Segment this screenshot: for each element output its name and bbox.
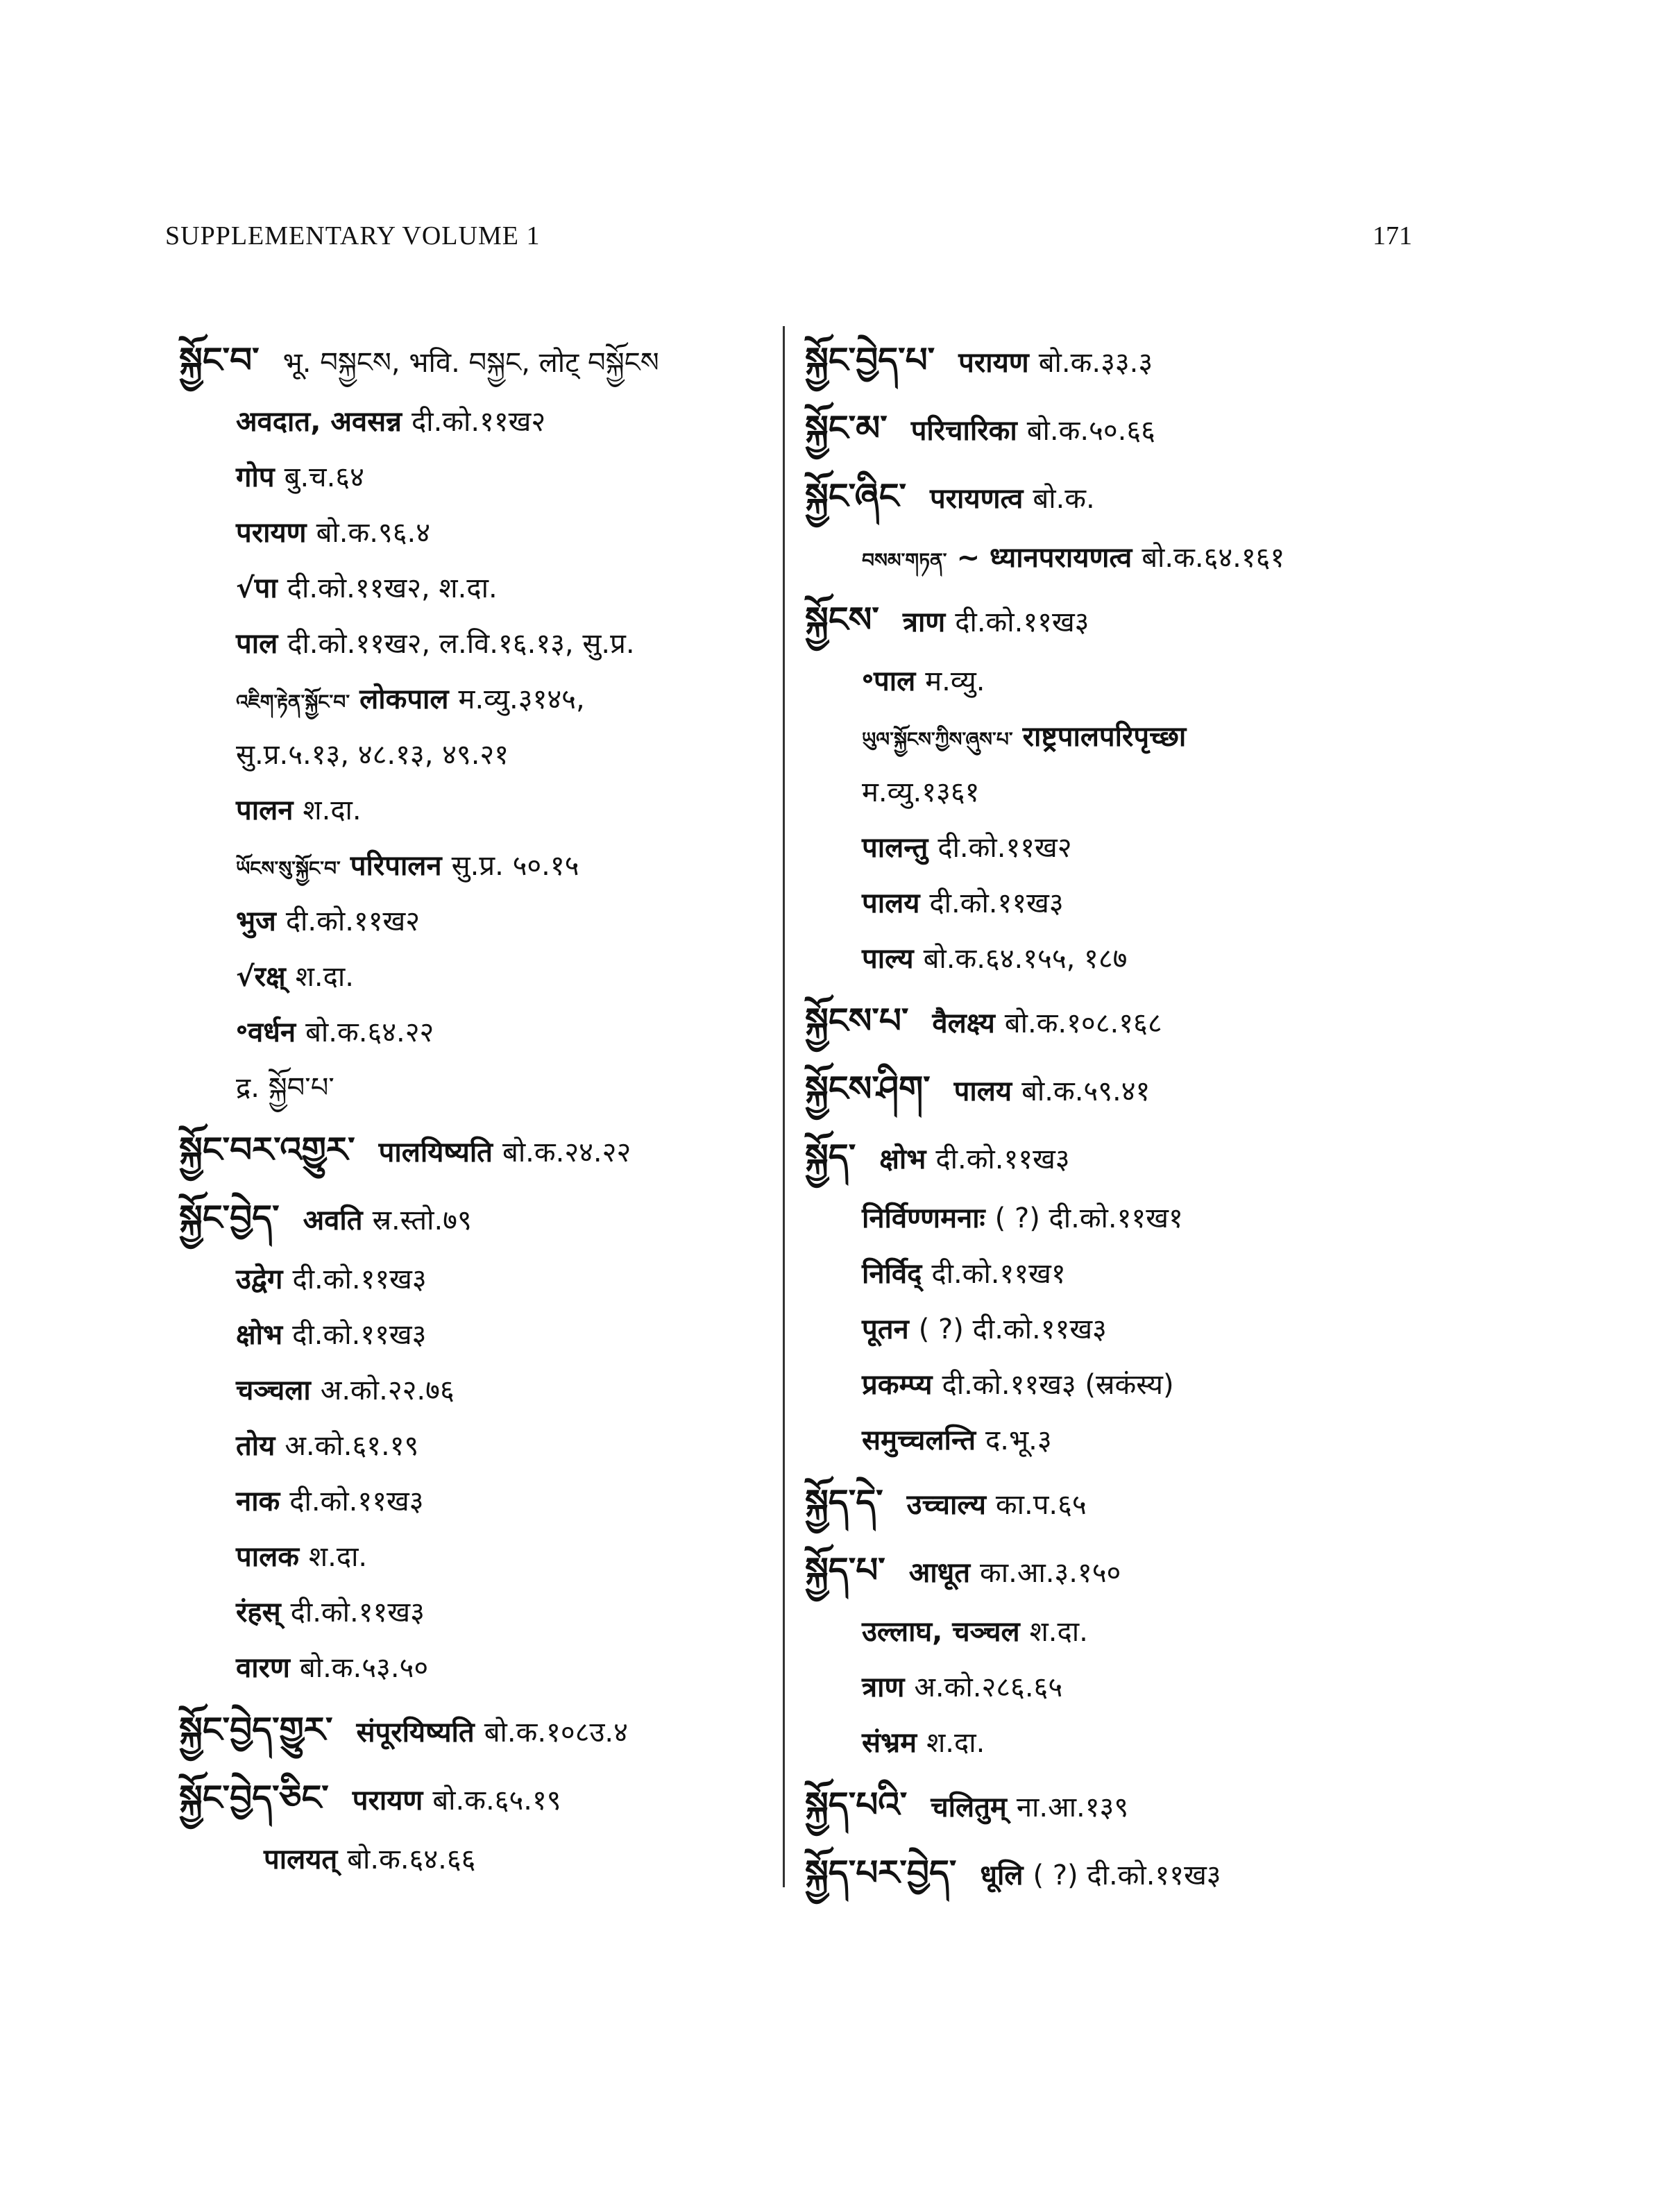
source-reference: बो.क.६४.२२	[305, 1016, 434, 1048]
source-reference: दी.को.११ख३	[929, 887, 1064, 919]
sanskrit-equivalent: आधूत	[908, 1557, 971, 1589]
dictionary-entry	[805, 1357, 1429, 1413]
dictionary-entry	[179, 672, 776, 727]
source-reference: दी.को.११ख३	[935, 1143, 1070, 1175]
dictionary-entry	[805, 1246, 1429, 1302]
dictionary-entry	[805, 1191, 1429, 1246]
source-reference: बो.क.६४.१६१	[1142, 542, 1285, 574]
sanskrit-equivalent: ॰पाल	[862, 665, 916, 697]
tibetan-headword: སྐྱོད་པའི་	[805, 1785, 908, 1825]
sanskrit-equivalent: परायण	[352, 1785, 423, 1817]
dictionary-entry	[805, 1413, 1429, 1468]
source-reference: दी.को.११ख२	[285, 905, 421, 937]
tibetan-headword: སྐྱོངས་	[805, 599, 879, 640]
sanskrit-equivalent: पालक	[236, 1541, 299, 1573]
dictionary-entry	[805, 709, 1429, 765]
dictionary-entry	[179, 1116, 776, 1184]
sanskrit-equivalent: संपूरयिष्यति	[356, 1717, 475, 1749]
tibetan-headword: སྐྱོང་བྱེད་ཅིང་	[179, 1778, 329, 1818]
sanskrit-equivalent: नाक	[236, 1486, 280, 1517]
source-reference: बो.क.५०.६६	[1026, 415, 1155, 447]
sanskrit-equivalent: उच्चाल्य	[906, 1489, 986, 1521]
dictionary-entry	[179, 949, 776, 1005]
tibetan-headword: སྐྱོང་མ་	[805, 408, 888, 448]
source-reference: अ.को.२२.७६	[320, 1375, 455, 1406]
dictionary-entry	[179, 1696, 776, 1764]
sanskrit-equivalent: धूलि	[980, 1860, 1024, 1891]
sanskrit-equivalent: परायणत्व	[929, 483, 1024, 515]
dictionary-entry	[805, 326, 1429, 394]
dictionary-entry	[805, 820, 1429, 876]
source-reference: सु.प्र.५.१३, ४८.१३, ४९.२१	[236, 739, 509, 771]
tibetan-headword: སྐྱོད་པ་	[805, 1550, 885, 1590]
source-reference: का.आ.३.१५०	[980, 1557, 1121, 1589]
dictionary-entry	[805, 1468, 1429, 1536]
sanskrit-equivalent: √पा	[236, 572, 278, 604]
source-reference: दी.को.११ख३	[292, 1319, 427, 1351]
source-reference: का.प.६५	[995, 1489, 1087, 1521]
sanskrit-equivalent: उद्वेग	[236, 1264, 283, 1295]
dictionary-entry	[805, 1715, 1429, 1771]
dictionary-entry	[179, 1474, 776, 1529]
source-reference: ना.आ.१३९	[1016, 1792, 1129, 1823]
dictionary-entry	[805, 394, 1429, 462]
tibetan-headword: སྐྱོང་བྱེད་གྱུར་	[179, 1710, 333, 1750]
sanskrit-equivalent: भुज	[236, 905, 276, 937]
sanskrit-equivalent: उल्लाघ, चञ्चल	[862, 1616, 1020, 1648]
sanskrit-equivalent: पालन्तु	[862, 832, 928, 864]
source-reference: अ.को.६१.१९	[285, 1430, 419, 1462]
dictionary-entry	[179, 1585, 776, 1640]
dictionary-entry	[805, 654, 1429, 709]
tibetan-headword: སྐྱོང་ཞིང་	[805, 476, 906, 516]
sanskrit-equivalent: पालय	[953, 1075, 1012, 1107]
dictionary-entry	[179, 783, 776, 838]
sanskrit-equivalent: चञ्चला	[236, 1375, 311, 1406]
tibetan-headword: སྐྱོད་	[805, 1137, 856, 1177]
sanskrit-equivalent: त्राण	[862, 1671, 905, 1703]
sanskrit-equivalent: ॰वर्धन	[236, 1016, 296, 1048]
sanskrit-equivalent: अवति	[303, 1205, 363, 1236]
source-reference: बो.क.	[1033, 483, 1095, 515]
dictionary-entry	[805, 586, 1429, 654]
dictionary-entry	[805, 987, 1429, 1055]
sanskrit-equivalent: चलितुम्	[931, 1792, 1007, 1823]
source-reference: दी.को.११ख३	[955, 606, 1089, 638]
sanskrit-equivalent: ~ ध्यानपरायणत्व	[956, 542, 1132, 574]
source-reference: बो.क.६५.१९	[432, 1785, 561, 1817]
dictionary-entry	[805, 1839, 1429, 1907]
dictionary-entry	[179, 894, 776, 949]
dictionary-entry	[179, 1184, 776, 1252]
source-reference: द्र. སྐྱོབ་པ་	[236, 1072, 334, 1104]
sanskrit-equivalent: पाल्य	[862, 943, 914, 975]
tibetan-headword: སྐྱོངས་ཤིག་	[805, 1069, 931, 1109]
dictionary-entry	[179, 1005, 776, 1060]
dictionary-entry	[179, 1252, 776, 1307]
sanskrit-equivalent: गोप	[236, 461, 275, 493]
source-reference: बो.क.६४.१५५, १८७	[923, 943, 1128, 975]
source-reference: सु.प्र. ५०.१५	[451, 850, 579, 882]
sanskrit-equivalent: परायण	[236, 517, 307, 549]
source-reference: बो.क.५३.५०	[299, 1652, 429, 1684]
sanskrit-equivalent: पालयिष्यति	[378, 1137, 493, 1168]
tibetan-headword: སྐྱོང་བར་འགྱུར་	[179, 1130, 355, 1170]
sanskrit-equivalent: क्षोभ	[879, 1143, 926, 1175]
dictionary-entry	[179, 1418, 776, 1474]
dictionary-entry	[805, 462, 1429, 530]
dictionary-entry	[805, 1660, 1429, 1715]
dictionary-entry	[179, 326, 776, 394]
sanskrit-equivalent: पालयत्	[264, 1844, 338, 1875]
source-reference: बो.क.६४.६६	[347, 1844, 476, 1875]
dictionary-entry	[179, 450, 776, 505]
source-reference: बु.च.६४	[284, 461, 364, 493]
sanskrit-equivalent: तोय	[236, 1430, 275, 1462]
tibetan-subentry: འཇིག་རྟེན་སྐྱོང་བ་	[236, 690, 350, 713]
source-reference: श.दा.	[295, 961, 354, 993]
dictionary-entry	[179, 1764, 776, 1832]
tibetan-headword: སྐྱོངས་པ་	[805, 1001, 909, 1041]
tibetan-subentry: ཡུལ་སྐྱོངས་ཀྱིས་ཞུས་པ་	[862, 728, 1013, 751]
dictionary-entry	[179, 1363, 776, 1418]
source-reference: बो.क.९६.४	[316, 517, 431, 549]
sanskrit-equivalent: वारण	[236, 1652, 290, 1684]
sanskrit-equivalent: प्रकम्प्य	[862, 1369, 933, 1401]
dictionary-entry	[805, 1604, 1429, 1660]
source-reference: दी.को.११ख२, श.दा.	[287, 572, 498, 604]
source-reference: श.दा.	[308, 1541, 368, 1573]
sanskrit-equivalent: लोकपाल	[359, 683, 449, 715]
source-reference: दी.को.११ख१	[931, 1258, 1066, 1290]
dictionary-entry	[179, 1060, 776, 1116]
dictionary-entry	[805, 1123, 1429, 1191]
dictionary-entry	[805, 1771, 1429, 1839]
dictionary-entry	[179, 1307, 776, 1363]
running-title: SUPPLEMENTARY VOLUME 1	[165, 221, 541, 250]
source-reference: श.दा.	[926, 1727, 985, 1759]
dictionary-entry	[179, 505, 776, 561]
source-reference: दी.को.११ख३ (स्रकंस्य)	[942, 1369, 1174, 1401]
source-reference: दी.को.११ख३	[290, 1597, 425, 1628]
sanskrit-equivalent: परिपालन	[350, 850, 442, 882]
source-reference: ( ?) दी.को.११ख३	[1033, 1860, 1221, 1891]
sanskrit-equivalent: पालय	[862, 887, 920, 919]
dictionary-entry	[179, 1640, 776, 1696]
source-reference: म.व्यु.१३६१	[862, 776, 980, 808]
dictionary-entry	[179, 561, 776, 616]
dictionary-entry	[805, 1536, 1429, 1604]
dictionary-entry	[179, 616, 776, 672]
tibetan-headword: སྐྱོང་བྱེད་	[179, 1198, 280, 1238]
sanskrit-equivalent: परायण	[958, 347, 1029, 379]
source-reference: श.दा.	[303, 794, 362, 826]
sanskrit-equivalent: समुच्चलन्ति	[862, 1424, 976, 1456]
source-reference: श.दा.	[1029, 1616, 1088, 1648]
tibetan-subentry: བསམ་གཏན་	[862, 549, 947, 572]
sanskrit-equivalent: वैलक्ष्य	[932, 1007, 995, 1039]
grammar-forms: भू. བསྐྱངས, भवि. བསྐྱང, लोट् བསྐྱོངས	[282, 347, 659, 379]
tibetan-headword: སྐྱོང་བྱེད་པ་	[805, 340, 935, 380]
dictionary-entry	[805, 876, 1429, 931]
source-reference: अ.को.२८६.६५	[914, 1671, 1063, 1703]
dictionary-entry	[805, 765, 1429, 820]
source-reference: म.व्यु.	[925, 665, 985, 697]
sanskrit-equivalent: पाल	[236, 628, 278, 660]
source-reference: दी.को.११ख३	[289, 1486, 424, 1517]
sanskrit-equivalent: रंहस्	[236, 1597, 281, 1628]
source-reference: दी.को.११ख२	[411, 406, 546, 438]
sanskrit-equivalent: पूतन	[862, 1313, 909, 1345]
dictionary-entry	[805, 1302, 1429, 1357]
dictionary-entry	[179, 838, 776, 894]
source-reference: दी.को.११ख३	[292, 1264, 427, 1295]
sanskrit-equivalent: निर्विद्	[862, 1258, 922, 1290]
dictionary-entry	[805, 530, 1429, 586]
source-reference: ( ?) दी.को.११ख१	[994, 1202, 1183, 1234]
source-reference: स्र.स्तो.७९	[372, 1205, 472, 1236]
page-number: 171	[1373, 221, 1412, 250]
sanskrit-equivalent: √रक्ष्	[236, 961, 286, 993]
sanskrit-equivalent: निर्विण्णमनाः	[862, 1202, 985, 1234]
source-reference: बो.क.३३.३	[1038, 347, 1153, 379]
dictionary-entry	[805, 1055, 1429, 1123]
source-reference: द.भू.३	[985, 1424, 1052, 1456]
dictionary-entry	[179, 727, 776, 783]
tibetan-headword: སྐྱོད་དེ་	[805, 1482, 883, 1522]
source-reference: बो.क.१०८उ.४	[484, 1717, 628, 1749]
source-reference: दी.को.११ख२, ल.वि.१६.१३, सु.प्र.	[287, 628, 635, 660]
right-column	[805, 326, 1429, 1907]
tibetan-headword: སྐྱོད་པར་བྱེད་	[805, 1853, 957, 1893]
sanskrit-equivalent: अवदात, अवसन्न	[236, 406, 402, 438]
sanskrit-equivalent: क्षोभ	[236, 1319, 283, 1351]
sanskrit-equivalent: राष्ट्रपालपरिपृच्छा	[1022, 721, 1187, 753]
sanskrit-equivalent: संभ्रम	[862, 1727, 917, 1759]
sanskrit-equivalent: परिचारिका	[910, 415, 1017, 447]
dictionary-entry	[179, 1832, 776, 1887]
dictionary-entry	[179, 1529, 776, 1585]
left-column	[179, 326, 776, 1887]
source-reference: दी.को.११ख२	[937, 832, 1072, 864]
source-reference: बो.क.५९.४१	[1021, 1075, 1151, 1107]
sanskrit-equivalent: पालन	[236, 794, 294, 826]
column-divider	[783, 326, 785, 1887]
dictionary-entry	[805, 931, 1429, 987]
dictionary-entry	[179, 394, 776, 450]
source-reference: बो.क.२४.२२	[502, 1137, 631, 1168]
sanskrit-equivalent: त्राण	[902, 606, 946, 638]
source-reference: म.व्यु.३१४५,	[458, 683, 585, 715]
source-reference: ( ?) दी.को.११ख३	[918, 1313, 1107, 1345]
tibetan-headword: སྐྱོང་བ་	[179, 340, 260, 380]
tibetan-subentry: ཡོངས་སུ་སྐྱོང་བ་	[236, 857, 341, 880]
source-reference: बो.क.१०८.१६८	[1004, 1007, 1162, 1039]
